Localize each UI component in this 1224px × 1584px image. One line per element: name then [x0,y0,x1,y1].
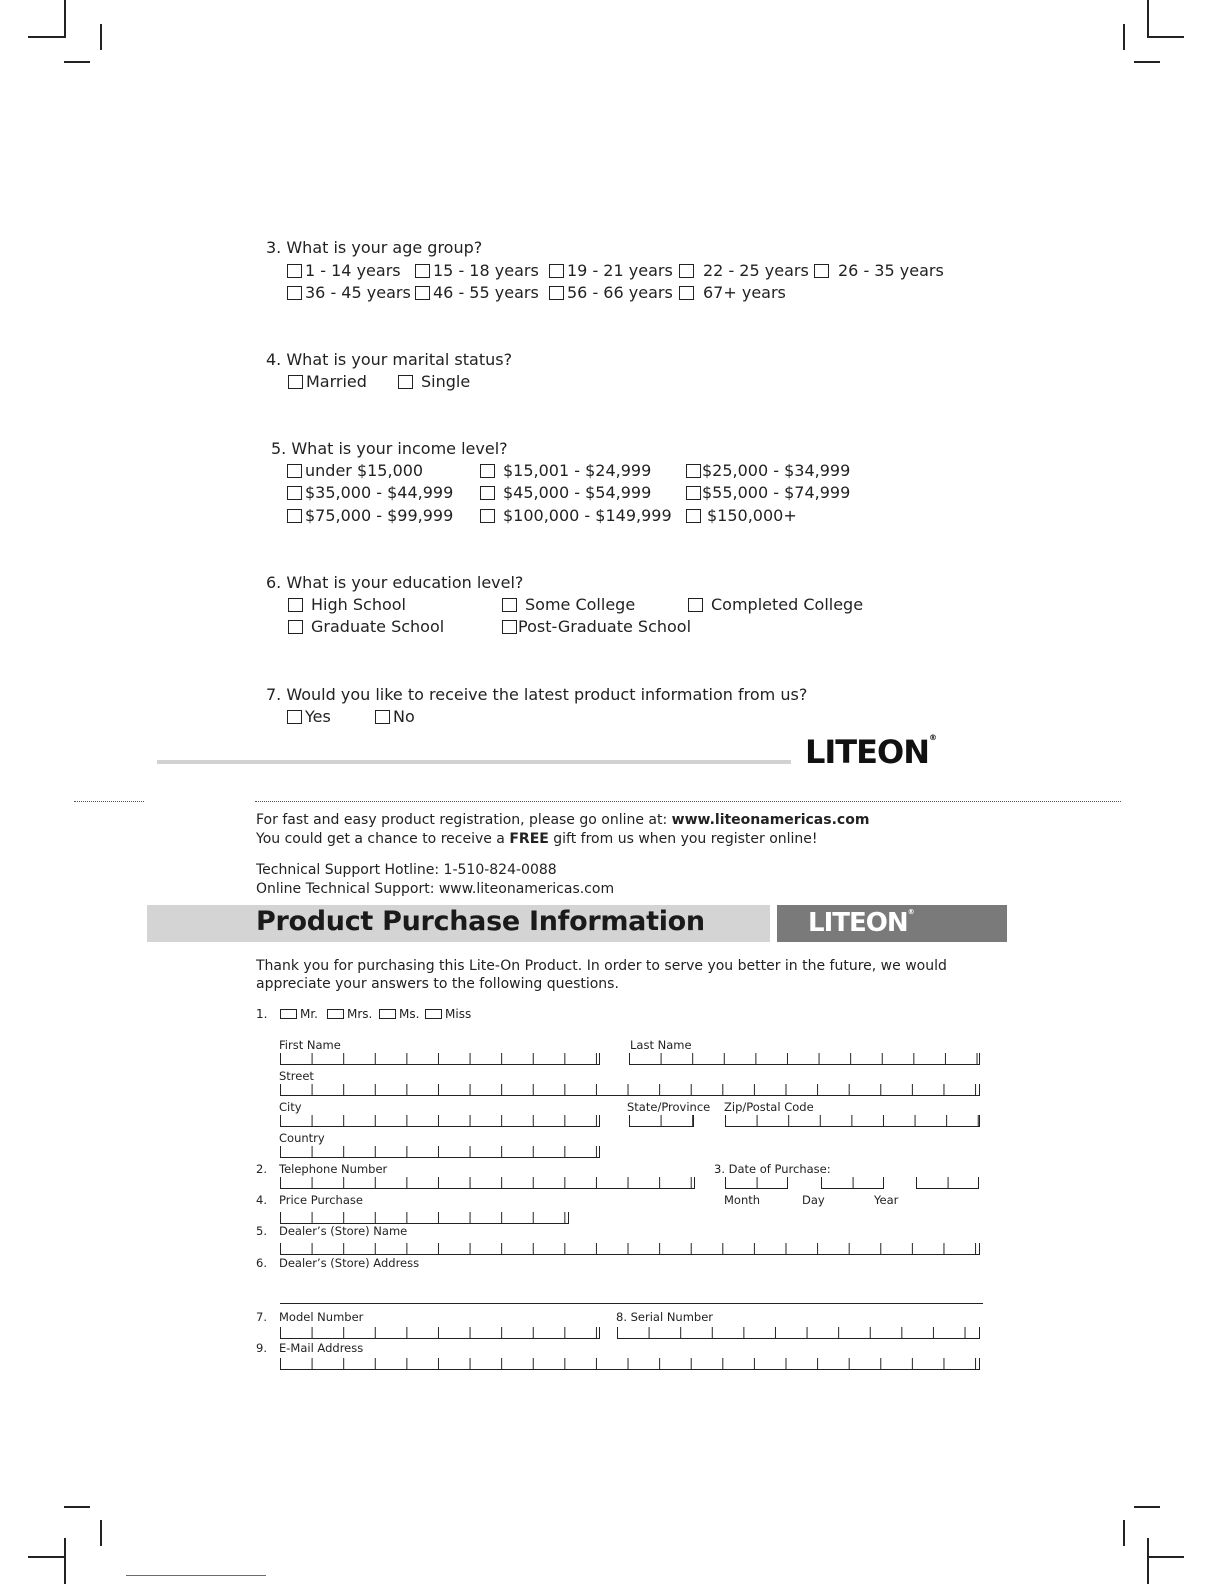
checkbox[interactable] [415,264,430,278]
cut-line [74,801,144,802]
age-option[interactable]: 36 - 45 years [287,283,411,302]
checkbox[interactable] [480,509,495,523]
question-marital: 4. What is your marital status? [266,350,513,369]
item-number: 6. [256,1256,267,1270]
serial-number-field[interactable] [617,1327,980,1339]
checkbox[interactable] [686,464,701,478]
income-option[interactable]: $25,000 - $34,999 [686,461,850,480]
checkbox[interactable] [287,509,302,523]
income-option[interactable]: $55,000 - $74,999 [686,483,850,502]
crop-mark [1134,61,1160,63]
checkbox[interactable] [287,264,302,278]
crop-mark [1148,36,1184,38]
income-option[interactable]: $15,001 - $24,999 [480,461,651,480]
crop-mark [100,1520,102,1546]
marital-option[interactable]: Married [288,372,367,391]
last-name-label: Last Name [630,1038,692,1052]
year-field[interactable] [916,1177,979,1189]
checkbox[interactable] [287,286,302,300]
item-number: 7. [256,1310,267,1324]
checkbox[interactable] [287,464,302,478]
first-name-label: First Name [279,1038,341,1052]
checkbox[interactable] [549,264,564,278]
checkbox[interactable] [415,286,430,300]
crop-mark [64,61,90,63]
crop-mark [28,1556,64,1558]
day-field[interactable] [821,1177,884,1189]
education-option[interactable]: Completed College [688,595,863,614]
country-field[interactable] [280,1146,600,1158]
online-support: Online Technical Support: www.liteonamericas.com [256,881,615,897]
zip-label: Zip/Postal Code [724,1100,814,1114]
month-label: Month [724,1193,761,1207]
state-field[interactable] [629,1115,694,1127]
model-number-label: Model Number [279,1310,364,1324]
street-field[interactable] [280,1084,980,1096]
income-option[interactable]: $45,000 - $54,999 [480,483,651,502]
crop-mark [64,1538,66,1584]
salutation-miss[interactable]: Miss [425,1007,471,1021]
age-option[interactable]: 67+ years [679,283,786,302]
income-option[interactable]: $150,000+ [686,506,797,525]
crop-mark [64,1506,90,1508]
telephone-field[interactable] [280,1177,695,1189]
checkbox[interactable] [549,286,564,300]
cut-line [255,801,1121,802]
dealer-name-label: Dealer’s (Store) Name [279,1224,408,1238]
checkbox[interactable] [679,286,694,300]
crop-mark [1147,1538,1149,1584]
checkbox[interactable] [287,486,302,500]
city-field[interactable] [280,1115,600,1127]
zip-field[interactable] [725,1115,980,1127]
date-of-purchase-label: 3. Date of Purchase: [714,1162,831,1176]
education-option[interactable]: Post-Graduate School [502,617,691,636]
crop-mark [1123,1520,1125,1546]
income-option[interactable]: $35,000 - $44,999 [287,483,453,502]
age-option[interactable]: 56 - 66 years [549,283,673,302]
dealer-name-field[interactable] [280,1243,980,1255]
dealer-address-label: Dealer’s (Store) Address [279,1256,420,1270]
intro-text: appreciate your answers to the following questions. [256,976,619,992]
crop-mark [1123,24,1125,50]
newsletter-option-no[interactable]: No [375,707,415,726]
crop-mark [28,36,64,38]
checkbox[interactable] [288,620,303,634]
checkbox[interactable] [679,264,694,278]
item-number: 9. [256,1341,267,1355]
email-label: E-Mail Address [279,1341,364,1355]
price-label: Price Purchase [279,1193,363,1207]
intro-text: Thank you for purchasing this Lite-On Product. In order to serve you better in the future, we would [256,958,947,974]
checkbox[interactable] [814,264,829,278]
education-option[interactable]: High School [288,595,406,614]
salutation-mr[interactable]: Mr. [280,1007,318,1021]
crop-mark [64,0,66,38]
age-option[interactable]: 46 - 55 years [415,283,539,302]
year-label: Year [874,1193,899,1207]
support-hotline: Technical Support Hotline: 1-510-824-0088 [256,862,557,878]
age-option[interactable]: 26 - 35 years [814,261,944,280]
marital-option[interactable]: Single [398,372,470,391]
checkbox[interactable] [480,464,495,478]
price-field[interactable] [280,1212,569,1224]
liteon-logo: LITEON® [805,733,937,771]
email-field[interactable] [280,1358,980,1370]
question-income: 5. What is your income level? [271,439,508,458]
checkbox[interactable] [287,710,302,724]
liteon-logo-white: LITEON® [808,908,915,938]
age-option[interactable]: 15 - 18 years [415,261,539,280]
bottom-blue-line [126,1575,266,1576]
item-number: 1. [256,1007,268,1021]
salutation-ms[interactable]: Ms. [379,1007,419,1021]
form-title: Product Purchase Information [256,906,705,937]
checkbox[interactable] [686,486,701,500]
checkbox[interactable] [686,509,701,523]
item-number: 2. [256,1162,267,1176]
crop-mark [100,24,102,50]
checkbox[interactable] [375,710,390,724]
crop-mark [1148,1556,1184,1558]
free-gift-text: You could get a chance to receive a FREE gift from us when you register online! [256,831,818,847]
income-option[interactable]: under $15,000 [287,461,423,480]
model-number-field[interactable] [280,1327,600,1339]
income-option[interactable]: $100,000 - $149,999 [480,506,672,525]
age-option[interactable]: 19 - 21 years [549,261,673,280]
question-age: 3. What is your age group? [266,238,483,257]
checkbox[interactable] [480,486,495,500]
checkbox[interactable] [688,598,703,612]
question-newsletter: 7. Would you like to receive the latest product information from us? [266,685,808,704]
section-divider [157,760,791,764]
checkbox[interactable] [502,598,517,612]
registration-link[interactable]: www.liteonamericas.com [671,812,870,828]
checkbox[interactable] [398,375,413,389]
checkbox[interactable] [280,1009,297,1019]
age-option[interactable]: 1 - 14 years [287,261,401,280]
checkbox[interactable] [379,1009,396,1019]
registration-text: For fast and easy product registration, please go online at: www.liteonamericas.com [256,812,870,828]
serial-number-label: 8. Serial Number [616,1310,714,1324]
street-label: Street [279,1069,314,1083]
age-option[interactable]: 22 - 25 years [679,261,809,280]
first-name-field[interactable] [280,1053,600,1065]
crop-mark [1134,1506,1160,1508]
item-number: 5. [256,1224,267,1238]
checkbox[interactable] [425,1009,442,1019]
month-field[interactable] [725,1177,788,1189]
salutation-mrs[interactable]: Mrs. [327,1007,372,1021]
state-label: State/Province [627,1100,711,1114]
item-number: 4. [256,1193,267,1207]
dealer-address-field[interactable] [280,1303,983,1304]
education-option[interactable]: Some College [502,595,635,614]
newsletter-option-yes[interactable]: Yes [287,707,331,726]
checkbox[interactable] [288,598,303,612]
city-label: City [279,1100,302,1114]
question-education: 6. What is your education level? [266,573,524,592]
income-option[interactable]: $75,000 - $99,999 [287,506,453,525]
checkbox[interactable] [327,1009,344,1019]
day-label: Day [802,1193,825,1207]
country-label: Country [279,1131,325,1145]
last-name-field[interactable] [629,1053,980,1065]
education-option[interactable]: Graduate School [288,617,444,636]
checkbox[interactable] [288,375,303,389]
telephone-label: Telephone Number [279,1162,388,1176]
crop-mark [1147,0,1149,38]
checkbox[interactable] [502,620,517,634]
